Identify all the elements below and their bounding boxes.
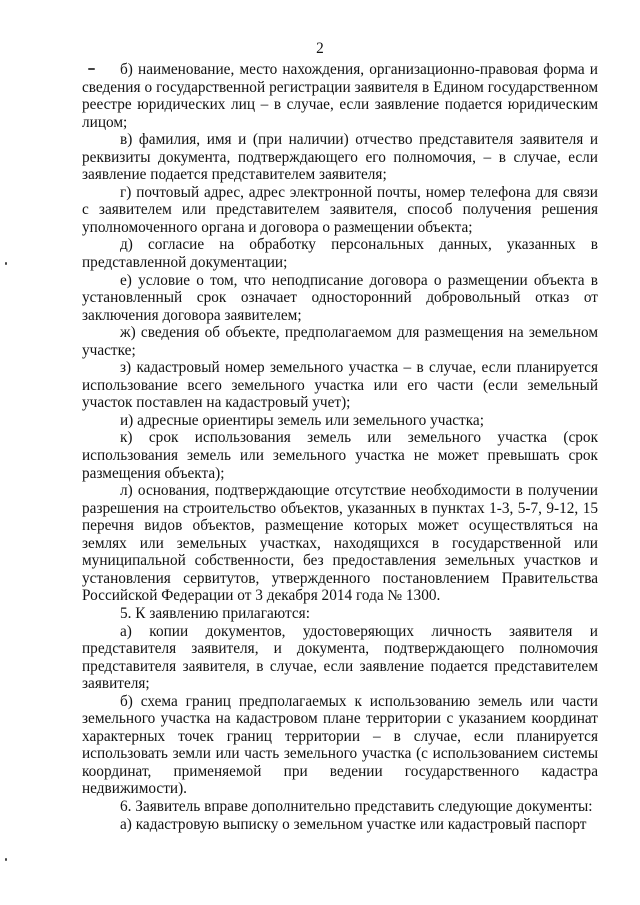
paragraph-v-representative: в) фамилия, имя и (при наличии) отчество представителя заявителя и реквизиты документа, подтверждающего его полномочия, – в случае, если заявление подается представителем заявителя;: [82, 131, 598, 184]
paragraph-z-cadastral-number: з) кадастровый номер земельного участка – в случае, если планируется использование всего земельного участка или его части (если земельный участок поставлен на кадастровый учет);: [82, 359, 598, 412]
paragraph-zh-object: ж) сведения об объекте, предполагаемом для размещения на земельном участке;: [82, 324, 598, 359]
paragraph-e-condition: е) условие о том, что неподписание договора о размещении объекта в установленный срок означает односторонний добровольный отказ от заключения договора заявителем;: [82, 271, 598, 324]
paragraph-i-address: и) адресные ориентиры земель или земельного участка;: [120, 411, 484, 429]
paragraph-5b-scheme: б) схема границ предполагаемых к использованию земель или части земельного участка на кадастровом плане территории с указанием координат характерных точек границ территории – в случае, если планируется использовать земли или часть земельного участка (с использованием системы координат, применяемой при ведении государственного кадастра недвижимости).: [82, 692, 598, 798]
scan-mark: [5, 262, 7, 265]
paragraph-d-consent: д) согласие на обработку персональных данных, указанных в представленной документации;: [82, 236, 598, 272]
paragraph-5a-copies: а) копии документов, удостоверяющих личность заявителя и представителя заявителя, и документа, подтверждающего полномочия представителя заявителя, в случае, если заявление подается представителем заявителя;: [82, 622, 598, 693]
paragraph-6a-extract: а) кадастровую выписку о земельном участке или кадастровый паспорт: [120, 815, 587, 833]
page-number: 2: [316, 40, 324, 57]
paragraph-l-grounds: л) основания, подтверждающие отсутствие необходимости в получении разрешения на строительство объектов, указанных в пунктах 1-3, 5-7, 9-12, 15 перечня видов объектов, размещение которых может осуществляться на землях или земельных участках, находящихся в государственной или муниципальной собственности, без предоставления земельных участков и установления сервитутов, утвержденного постановлением Правительства Российской Федерации от 3 декабря 2014 года № 1300.: [82, 482, 598, 605]
scan-mark: [5, 858, 7, 861]
paragraph-k-term: к) срок использования земель или земельного участка (срок использования земель или земельного участка не может превышать срок размещения объекта);: [82, 429, 598, 482]
section-6-heading: 6. Заявитель вправе дополнительно представить следующие документы:: [120, 797, 593, 815]
paragraph-b-organization: б) наименование, место нахождения, организационно-правовая форма и сведения о государственной регистрации заявителя в Едином государственном реестре юридических лиц – в случае, если заявление подается юридическим лицом;: [82, 61, 598, 131]
document-body: [82, 61, 598, 833]
section-5-heading: 5. К заявлению прилагаются:: [120, 604, 310, 622]
paragraph-g-contacts: г) почтовый адрес, адрес электронной почты, номер телефона для связи с заявителем или представителем заявителя, способ получения решения уполномоченного органа и договора о размещении объекта;: [82, 183, 598, 236]
